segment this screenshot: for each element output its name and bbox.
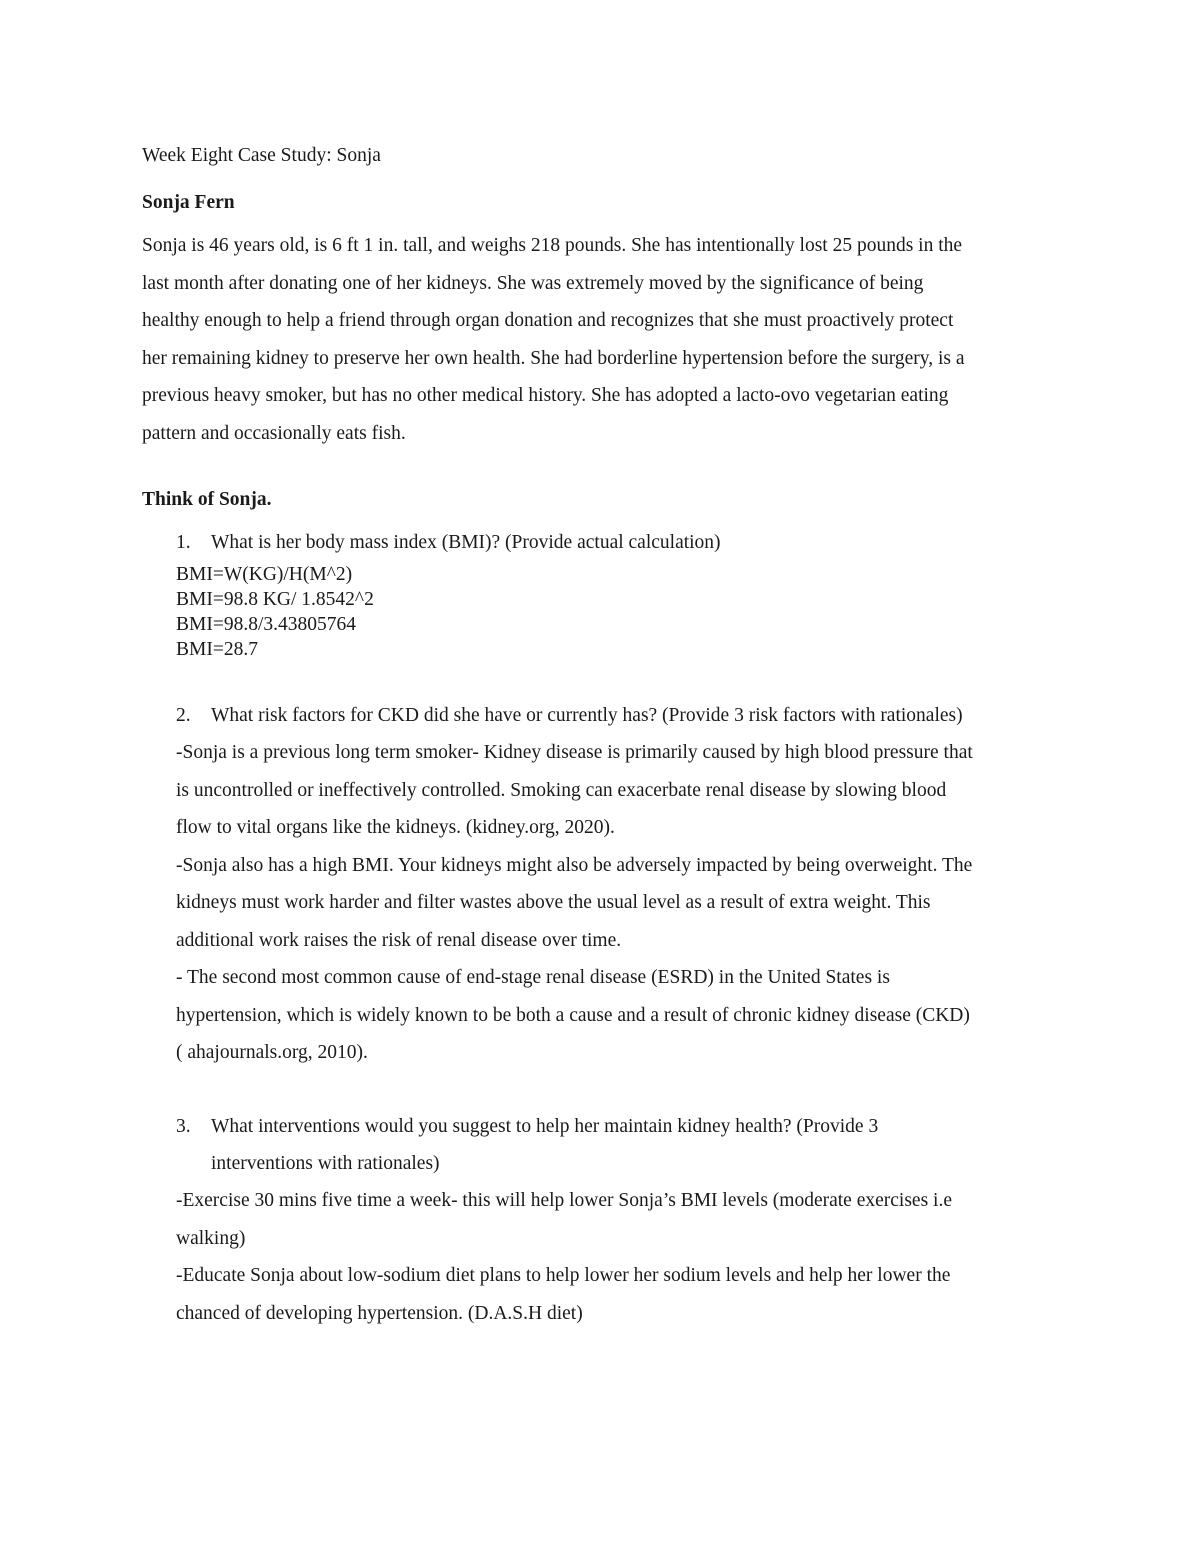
patient-heading: Sonja Fern <box>142 192 235 213</box>
intro-line: previous heavy smoker, but has no other medical history. She has adopted a lacto-ovo vegetarian eating <box>142 385 949 406</box>
question-3 <box>176 1108 878 1146</box>
document-title: Week Eight Case Study: Sonja <box>142 145 381 166</box>
question-1 <box>176 524 721 562</box>
think-heading: Think of Sonja. <box>142 489 272 510</box>
intro-line: her remaining kidney to preserve her own health. She had borderline hypertension before the surgery, is a <box>142 347 965 369</box>
intro-line: pattern and occasionally eats fish. <box>142 422 406 444</box>
question-3-continued: interventions with rationales) <box>211 1153 440 1174</box>
question-text: What interventions would you suggest to help her maintain kidney health? (Provide 3 <box>211 1116 879 1137</box>
answer-line: is uncontrolled or ineffectively controlled. Smoking can exacerbate renal disease by slowing blood <box>176 779 947 801</box>
answer-line: chanced of developing hypertension. (D.A.S.H diet) <box>176 1302 583 1324</box>
calc-line: BMI=98.8/3.43805764 <box>176 614 357 635</box>
answer-line: hypertension, which is widely known to be both a cause and a result of chronic kidney disease (CKD) <box>176 1004 970 1026</box>
answer-line: ( ahajournals.org, 2010). <box>176 1042 368 1063</box>
calc-line: BMI=W(KG)/H(M^2) <box>176 564 353 585</box>
answer-2 <box>176 734 973 1072</box>
intro-line: healthy enough to help a friend through organ donation and recognizes that she must proactively protect <box>142 310 954 331</box>
answer-line: -Sonja is a previous long term smoker- Kidney disease is primarily caused by high blood pressure that <box>176 742 973 763</box>
intro-line: last month after donating one of her kidneys. She was extremely moved by the significance of being <box>142 272 924 294</box>
question-number: 2. <box>176 705 191 726</box>
answer-line: -Educate Sonja about low-sodium diet plans to help lower her sodium levels and help her lower the <box>176 1265 951 1286</box>
question-2 <box>176 697 963 735</box>
calc-line: BMI=28.7 <box>176 639 258 660</box>
answer-line: additional work raises the risk of renal disease over time. <box>176 929 622 951</box>
intro-paragraph <box>142 227 965 452</box>
calc-line: BMI=98.8 KG/ 1.8542^2 <box>176 589 374 610</box>
answer-line: - The second most common cause of end-stage renal disease (ESRD) in the United States is <box>176 967 890 988</box>
answer-line: walking) <box>176 1227 246 1249</box>
bmi-calculation <box>176 562 374 662</box>
question-text: What is her body mass index (BMI)? (Provide actual calculation) <box>211 532 721 553</box>
answer-line: kidneys must work harder and filter wastes above the usual level as a result of extra weight. This <box>176 892 931 913</box>
answer-3 <box>176 1182 952 1332</box>
answer-line: -Exercise 30 mins five time a week- this will help lower Sonja’s BMI levels (moderate exercises i.e <box>176 1190 952 1211</box>
question-text: What risk factors for CKD did she have or currently has? (Provide 3 risk factors with rationales) <box>211 705 963 726</box>
intro-line: Sonja is 46 years old, is 6 ft 1 in. tall, and weighs 218 pounds. She has intentionally lost 25 pounds in the <box>142 235 963 256</box>
question-number: 3. <box>176 1116 191 1137</box>
answer-line: -Sonja also has a high BMI. Your kidneys might also be adversely impacted by being overweight. The <box>176 854 973 876</box>
question-number: 1. <box>176 532 191 553</box>
answer-line: flow to vital organs like the kidneys. (kidney.org, 2020). <box>176 817 615 838</box>
